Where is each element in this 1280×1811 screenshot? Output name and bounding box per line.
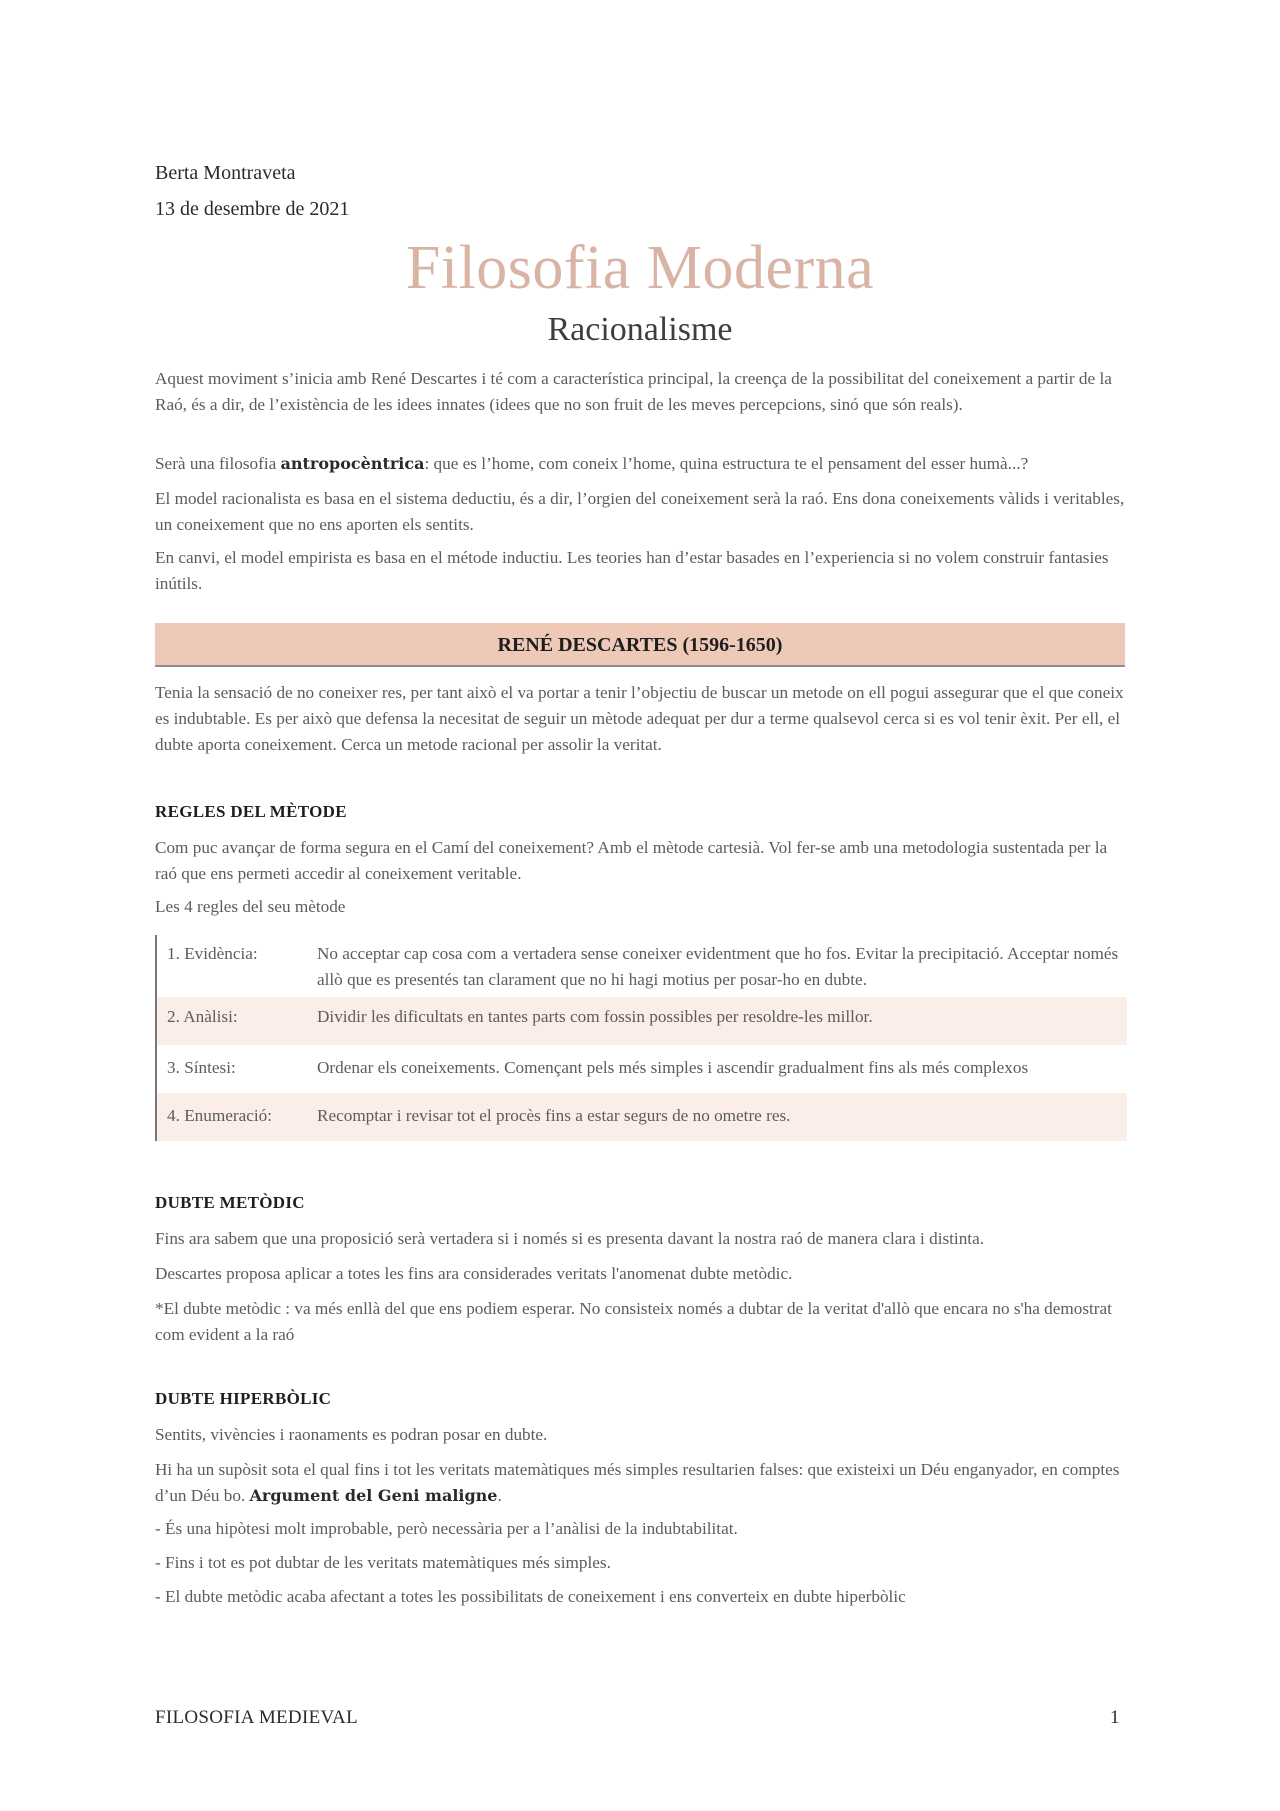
rule-number: 4. Enumeració: [167, 1106, 272, 1125]
intro-paragraph-1: Aquest moviment s’inicia amb René Descartes i té com a característica principal, la creença de la possibilitat del coneixement a partir de la Raó, és a dir, de l’existència de les idees innates (idees que no son fruit de les meves percepcions, sinó que són reals). [155, 369, 1112, 414]
hiper-p2-text-after: . [497, 1486, 502, 1505]
intro-p2-text-after: : que es l’home, com coneix l’home, quina estructura te el pensament del esser humà...? [424, 454, 1029, 473]
rule-number: 1. Evidència: [167, 944, 258, 963]
regles-paragraph-2: Les 4 regles del seu mètode [155, 897, 346, 916]
rule-text: Recomptar i revisar tot el procès fins a estar segurs de no ometre res. [317, 1106, 791, 1125]
regles-heading: REGLES DEL MÈTODE [155, 802, 347, 821]
bullet-item: - Fins i tot es pot dubtar de les veritats matemàtiques més simples. [155, 1553, 611, 1572]
rule-row [157, 1093, 1127, 1141]
intro-paragraph-2 [155, 451, 1125, 477]
page-number: 1 [1110, 1707, 1120, 1728]
page-subtitle: Racionalisme [547, 311, 733, 348]
author-block [155, 155, 349, 227]
hiper-paragraph-1: Sentits, vivències i raonaments es podran posar en dubte. [155, 1425, 548, 1444]
dubte-paragraph-3: *El dubte metòdic : va més enllà del que ens podiem esperar. No consisteix només a dubtar de la veritat d'allò que encara no s'ha demostrat com evident a la raó [155, 1299, 1112, 1344]
rule-row [157, 935, 1127, 997]
intro-paragraph-4: En canvi, el model empirista es basa en el métode inductiu. Les teories han d’estar basades en l’experiencia si no volem construir fantasies inútils. [155, 548, 1109, 593]
rule-number: 3. Síntesi: [167, 1058, 236, 1077]
rule-text: No acceptar cap cosa com a vertadera sense coneixer evidentment que ho fos. Evitar la precipitació. Acceptar només allò que es presentés tan clarament que no hi hagi motius per posar-ho en dubte. [317, 944, 1119, 989]
rule-row [157, 1045, 1127, 1093]
intro-paragraph-3: El model racionalista es basa en el sistema deductiu, és a dir, l’orgien del coneixement serà la raó. Ens dona coneixements vàlids i veritables, un coneixement que no ens aporten els sentits. [155, 489, 1125, 534]
page-title: Filosofia Moderna [405, 234, 875, 302]
section-banner: RENÉ DESCARTES (1596-1650) [155, 623, 1125, 667]
descartes-paragraph: Tenia la sensació de no coneixer res, per tant això el va portar a tenir l’objectiu de buscar un metode on ell pogui assegurar que el que coneix es indubtable. Es per això que defensa la necesitat de seguir un mètode adequat per dur a terme qualsevol cerca si es vol tenir èxit. Per ell, el dubte aporta coneixement. Cerca un metode racional per assolir la veritat. [155, 683, 1124, 754]
rules-table [155, 935, 1127, 1141]
author-name: Berta Montraveta [155, 162, 296, 184]
hiper-paragraph-2 [155, 1457, 1125, 1509]
rule-row [157, 997, 1127, 1045]
footer-title: FILOSOFIA MEDIEVAL [155, 1707, 358, 1728]
dubte-paragraph-2: Descartes proposa aplicar a totes les fins ara considerades veritats l'anomenat dubte metòdic. [155, 1264, 793, 1283]
document-date: 13 de desembre de 2021 [155, 198, 350, 220]
rule-number: 2. Anàlisi: [167, 1007, 238, 1026]
dubte-hiperbolic-heading: DUBTE HIPERBÒLIC [155, 1389, 332, 1408]
bullet-item: - És una hipòtesi molt improbable, però necessària per a l’anàlisi de la indubtabilitat. [155, 1519, 738, 1538]
dubte-metodic-heading: DUBTE METÒDIC [155, 1193, 305, 1212]
intro-p2-bold: antropocèntrica [280, 454, 425, 473]
bullet-item: - El dubte metòdic acaba afectant a totes les possibilitats de coneixement i ens converteix en dubte hiperbòlic [155, 1587, 906, 1606]
dubte-paragraph-1: Fins ara sabem que una proposició serà vertadera si i només si es presenta davant la nostra raó de manera clara i distinta. [155, 1229, 985, 1248]
rule-text: Dividir les dificultats en tantes parts com fossin possibles per resoldre-les millor. [317, 1007, 873, 1026]
regles-paragraph-1: Com puc avançar de forma segura en el Camí del coneixement? Amb el mètode cartesià. Vol fer-se amb una metodologia sustentada per la raó que ens permeti accedir al coneixement veritable. [155, 838, 1108, 883]
hiper-p2-bold: Argument del Geni maligne [249, 1486, 498, 1505]
intro-p2-text: Serà una filosofia [155, 454, 281, 473]
hiper-p2-text: Hi ha un supòsit sota el qual fins i tot les veritats matemàtiques més simples resultarien falses: que existeixi un Déu enganyador, en comptes d’un Déu bo. [155, 1460, 1120, 1505]
rule-text: Ordenar els coneixements. Començant pels més simples i ascendir gradualment fins als més complexos [317, 1058, 1029, 1077]
